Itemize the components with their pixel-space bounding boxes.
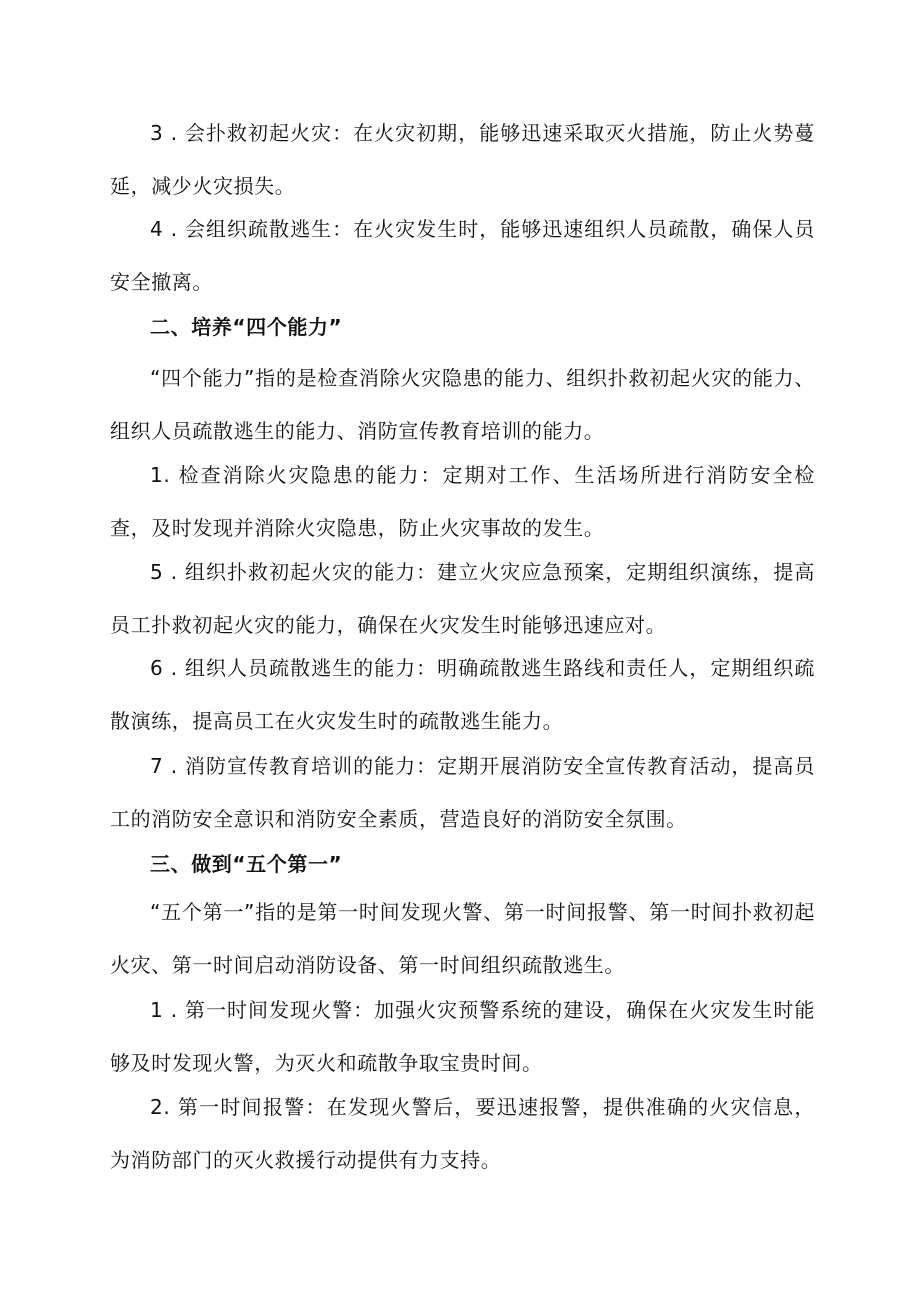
paragraph-first-1: 1 . 第一时间发现火警：加强火灾预警系统的建设，确保在火灾发生时能够及时发现火警，为灭火和疏散争取宝贵时间。 (110, 998, 815, 1075)
section-heading-three: 三、做到“五个第一” (150, 852, 343, 876)
paragraph-five-firsts-intro: “五个第一”指的是第一时间发现火警、第一时间报警、第一时间扑救初起火灾、第一时间启动消防设备、第一时间组织疏散逃生。 (110, 900, 815, 977)
paragraph-ability-6: 6 . 组织人员疏散逃生的能力：明确疏散逃生路线和责任人，定期组织疏散演练，提高员工在火灾发生时的疏散逃生能力。 (110, 656, 815, 733)
paragraph-ability-5: 5 . 组织扑救初起火灾的能力：建立火灾应急预案，定期组织演练，提高员工扑救初起火灾的能力，确保在火灾发生时能够迅速应对。 (110, 560, 815, 637)
paragraph-first-2: 2. 第一时间报警：在发现火警后，要迅速报警，提供准确的火灾信息，为消防部门的灭火救援行动提供有力支持。 (110, 1095, 815, 1172)
paragraph-ability-7: 7 . 消防宣传教育培训的能力：定期开展消防安全宣传教育活动，提高员工的消防安全意识和消防安全素质，营造良好的消防安全氛围。 (110, 754, 815, 831)
paragraph-item-4: 4 . 会组织疏散逃生：在火灾发生时，能够迅速组织人员疏散，确保人员安全撤离。 (110, 217, 815, 294)
paragraph-ability-1: 1. 检查消除火灾隐患的能力：定期对工作、生活场所进行消防安全检查，及时发现并消除火灾隐患，防止火灾事故的发生。 (110, 463, 815, 540)
paragraph-four-abilities-intro: “四个能力”指的是检查消除火灾隐患的能力、组织扑救初起火灾的能力、组织人员疏散逃生的能力、消防宣传教育培训的能力。 (110, 366, 815, 443)
paragraph-item-3: 3 . 会扑救初起火灾：在火灾初期，能够迅速采取灭火措施，防止火势蔓延，减少火灾损失。 (110, 121, 815, 198)
section-heading-two: 二、培养“四个能力” (150, 315, 343, 339)
